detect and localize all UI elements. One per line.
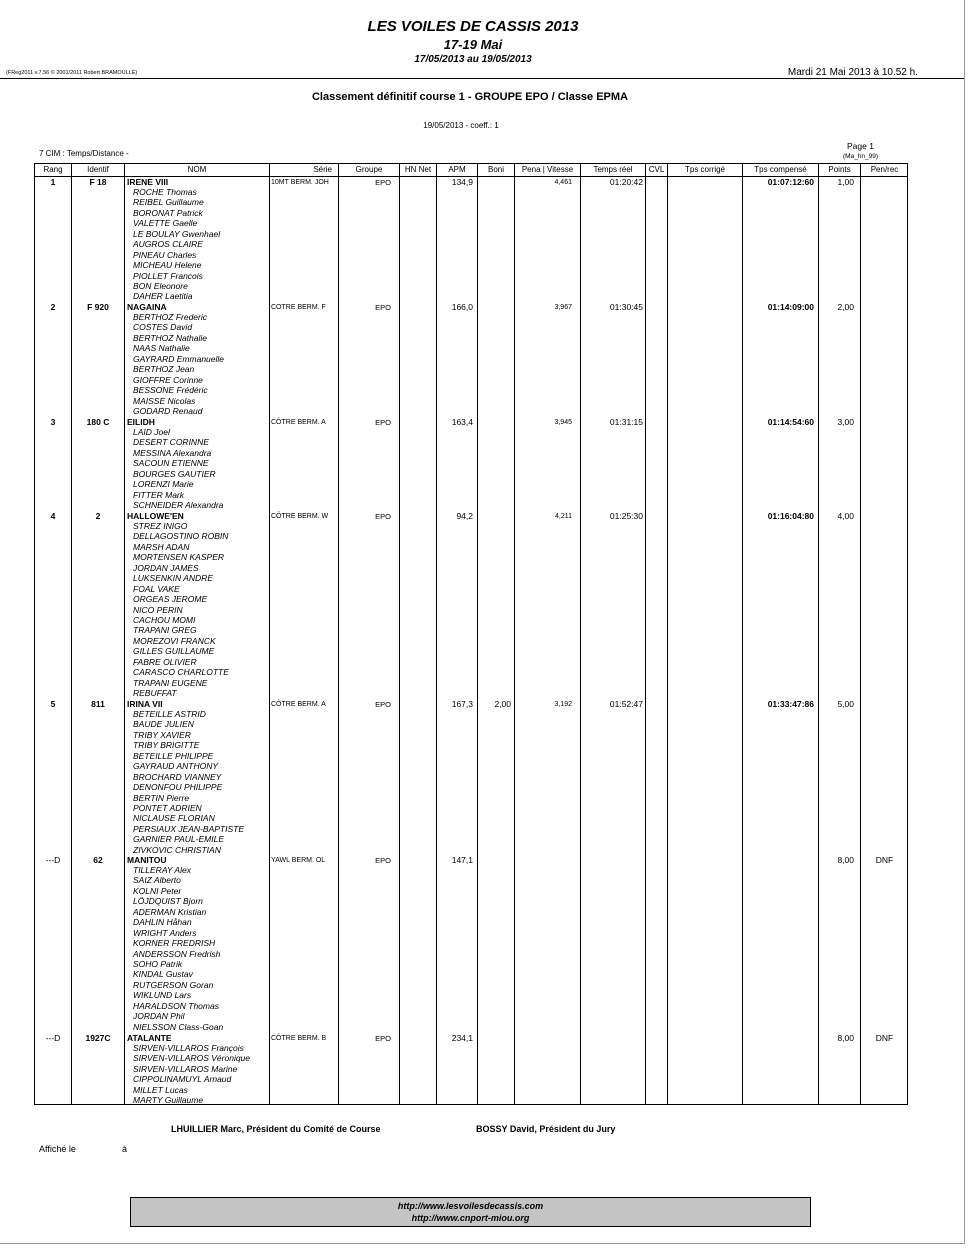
crew-member: COSTES David — [133, 322, 193, 333]
crew-member: ANDERSSON Fredrish — [133, 948, 221, 959]
boat-name: ATALANTE — [127, 1033, 172, 1043]
rang: 1 — [50, 177, 56, 187]
col-header-nom: NOM — [187, 165, 207, 174]
rang: ---D — [45, 1033, 61, 1043]
rang: 2 — [50, 302, 56, 312]
vitesse: 4,211 — [555, 513, 572, 520]
vitesse: 3,192 — [554, 701, 572, 708]
software-credit: (FReg2011 v.7.56 © 2001/2011 Robert BRAMOULLÉ) — [6, 70, 138, 76]
tps-compense: 01:14:09:00 — [767, 302, 814, 312]
crew-list — [133, 709, 244, 855]
identif: 2 — [95, 511, 101, 521]
vitesse: 3,945 — [554, 419, 572, 426]
crew-member: LORENZI Marie — [133, 479, 194, 490]
crew-member: DELLAGOSTINO ROBIN — [133, 531, 229, 542]
boat-name: EILIDH — [127, 417, 155, 427]
vitesse — [515, 855, 572, 866]
col-header-rang: Rang — [43, 165, 63, 174]
temps-reel: 01:25:30 — [609, 511, 643, 521]
crew-member: PIOLLET Francois — [133, 270, 203, 281]
serie: CÔTRE BERM. W — [271, 513, 329, 520]
crew-list — [133, 865, 223, 1032]
page-number: Page 1 — [847, 141, 874, 151]
crew-member: SAIZ Alberto — [133, 875, 181, 886]
vitesse — [515, 1033, 572, 1044]
crew-member: VALETTE Gaelle — [133, 218, 198, 229]
crew-member: BERTHOZ Frederic — [133, 312, 207, 322]
identif: 811 — [91, 699, 105, 709]
groupe: EPO — [375, 856, 391, 865]
boni — [478, 511, 511, 522]
vitesse: 4,461 — [554, 179, 572, 186]
affiche-a-label: à — [122, 1144, 128, 1154]
boat-name: MANITOU — [127, 855, 167, 865]
crew-member: CACHOU MOMI — [133, 614, 196, 625]
crew-member: DESERT CORINNE — [133, 437, 209, 448]
identif: 62 — [93, 855, 103, 865]
boni — [478, 302, 511, 313]
classement-title: Classement définitif course 1 - GROUPE EPO / Classe EPMA — [311, 91, 629, 103]
crew-member: MARSH ADAN — [133, 541, 190, 552]
temps-reel: 01:31:15 — [609, 417, 643, 427]
crew-member: KINDAL Gustav — [133, 969, 193, 980]
crew-member: JORDAN JAMES — [133, 562, 199, 573]
serie: CÔTRE BERM. A — [271, 419, 326, 426]
serie: COTRE BERM. F — [271, 304, 326, 311]
vitesse: 3,967 — [554, 304, 572, 311]
crew-member: TRIBY XAVIER — [133, 729, 191, 740]
page-code: (Ma_hn_99) — [843, 153, 879, 160]
crew-member: BESSONE Frédéric — [133, 385, 208, 396]
rang: 3 — [50, 417, 56, 427]
crew-member: RUTGERSON Goran — [133, 979, 214, 990]
apm: 234,1 — [451, 1033, 473, 1043]
crew-member: TRAPANI GREG — [133, 625, 197, 636]
crew-member: GILLES GUILLAUME — [133, 646, 215, 657]
tps-compense — [743, 1033, 814, 1044]
crew-member: LUKSENKIN ANDRE — [133, 573, 213, 584]
points: 1,00 — [837, 177, 854, 187]
affiche-le-label: Affiché le — [39, 1144, 76, 1154]
rang: 5 — [50, 699, 56, 709]
pen-rec — [861, 511, 908, 522]
identif: F 920 — [87, 302, 109, 312]
boni: 2,00 — [494, 699, 511, 709]
points: 8,00 — [837, 855, 854, 865]
crew-member: WIKLUND Lars — [133, 990, 192, 1001]
crew-member: SOHO Patrik — [133, 958, 183, 969]
serie: YAWL BERM. OL — [271, 857, 326, 864]
groupe: EPO — [375, 512, 391, 521]
tps-compense: 01:33:47:86 — [767, 699, 814, 709]
crew-member: LÖJDQUIST Bjorn — [133, 896, 203, 907]
crew-member: MOREZOVI FRANCK — [133, 635, 216, 646]
boni — [478, 1033, 511, 1044]
crew-member: ADERMAN Kristian — [133, 906, 207, 917]
crew-member: SIRVEN-VILLAROS Marine — [133, 1063, 238, 1074]
crew-member: MARTY Guillaume — [133, 1095, 204, 1106]
points: 5,00 — [837, 699, 854, 709]
president-comite-signature: LHUILLIER Marc, Président du Comité de Course — [171, 1124, 381, 1134]
serie: 10MT BERM. JOH — [271, 179, 329, 186]
col-header-apm: APM — [448, 165, 466, 174]
crew-member: PINEAU Charles — [133, 249, 197, 260]
crew-member: NICO PERIN — [133, 604, 183, 615]
pen-rec: DNF — [875, 1033, 894, 1043]
rang: ---D — [45, 855, 61, 865]
apm: 147,1 — [451, 855, 473, 865]
tps-compense: 01:14:54:60 — [767, 417, 814, 427]
header-rule — [0, 78, 964, 79]
col-header-pena-vitesse: Pena | Vitesse — [521, 165, 574, 174]
groupe: EPO — [375, 178, 391, 187]
crew-member: HARALDSON Thomas — [133, 1000, 219, 1011]
crew-member: MESSINA Alexandra — [133, 447, 212, 458]
crew-member: MORTENSEN KASPER — [133, 552, 225, 563]
crew-member: DAHLIN Håhan — [133, 917, 192, 928]
points: 3,00 — [837, 417, 854, 427]
crew-member: WRIGHT Anders — [133, 927, 197, 938]
crew-member: PERSIAUX JEAN-BAPTISTE — [133, 823, 244, 834]
col-header-cvl: CVL — [648, 165, 665, 174]
crew-member: CIPPOLINAMUYL Arnaud — [133, 1074, 232, 1085]
crew-member: AUGROS CLAIRE — [133, 239, 203, 250]
pen-rec — [861, 177, 908, 188]
temps-reel — [581, 1033, 643, 1044]
footer-links — [130, 1197, 811, 1227]
apm: 163,4 — [451, 417, 473, 427]
crew-list — [133, 187, 220, 302]
president-jury-signature: BOSSY David, Président du Jury — [476, 1124, 616, 1134]
crew-member: REIBEL Guillaume — [133, 197, 204, 208]
print-date: Mardi 21 Mai 2013 à 10.52 h. — [787, 67, 918, 78]
pen-rec — [861, 699, 908, 710]
boni — [478, 417, 511, 428]
crew-member: BON Eleonore — [133, 280, 188, 291]
event-title: LES VOILES DE CASSIS 2013 — [367, 18, 579, 35]
crew-member: STREZ INIGO — [133, 521, 188, 531]
crew-member: SACOUN ETIENNE — [133, 458, 209, 469]
crew-member: KORNER FREDRISH — [133, 938, 216, 949]
crew-member: SCHNEIDER Alexandra — [133, 500, 224, 511]
boni — [478, 855, 511, 866]
crew-member: MILLET Lucas — [133, 1084, 188, 1095]
identif: 180 C — [86, 417, 110, 427]
col-header-hn-net: HN Net — [404, 165, 432, 174]
crew-member: LAID Joel — [133, 427, 170, 437]
crew-member: SIRVEN-VILLAROS Véronique — [133, 1053, 251, 1064]
pen-rec — [861, 302, 908, 313]
rang: 4 — [50, 511, 56, 521]
boat-name: NAGAINA — [127, 302, 167, 312]
apm: 166,0 — [451, 302, 473, 312]
crew-member: KOLNI Peter — [133, 885, 182, 896]
apm: 167,3 — [451, 699, 473, 709]
crew-member: TRAPANI EUGENE — [133, 677, 208, 688]
crew-member: BERTHOZ Jean — [133, 364, 195, 375]
crew-member: BERTHOZ Nathalie — [133, 332, 208, 343]
crew-member: GARNIER PAUL-EMILE — [133, 834, 225, 845]
boat-name: IRINA VII — [127, 699, 163, 709]
crew-member: ORGEAS JEROME — [133, 594, 208, 605]
crew-member: TILLERAY Alex — [133, 865, 191, 875]
footer-url-link[interactable]: http://www.cnport-miou.org — [411, 1213, 530, 1223]
tps-compense — [743, 855, 814, 866]
boat-name: HALLOWE'EN — [127, 511, 184, 521]
crew-member: FOAL VAKE — [133, 583, 180, 594]
col-sep — [667, 164, 668, 1104]
crew-member: NIELSSON Class-Goan — [133, 1021, 224, 1032]
points: 4,00 — [837, 511, 854, 521]
crew-member: PONTET ADRIEN — [133, 802, 202, 813]
crew-list — [133, 521, 229, 698]
apm: 134,9 — [451, 177, 473, 187]
col-header-boni: Boni — [487, 165, 504, 174]
results-table — [34, 163, 908, 1105]
crew-member: GAYRAUD ANTHONY — [133, 761, 219, 772]
crew-member: BETEILLE ASTRID — [133, 709, 206, 719]
col-header-temps-reel: Temps réel — [593, 165, 633, 174]
boat-name: IRENE VIII — [127, 177, 169, 187]
col-header-identif: Identif — [87, 165, 109, 174]
crew-member: MAISSE Nicolas — [133, 395, 196, 406]
crew-member: LE BOULAY Gwenhael — [133, 228, 221, 239]
temps-reel — [581, 855, 643, 866]
crew-member: REBUFFAT — [133, 688, 177, 698]
groupe: EPO — [375, 418, 391, 427]
apm: 94,2 — [456, 511, 473, 521]
crew-member: GAYRARD Emmanuelle — [133, 353, 225, 364]
serie: CÔTRE BERM. B — [271, 1035, 327, 1042]
crew-member: FITTER Mark — [133, 489, 184, 500]
crew-member: ZIVKOVIC CHRISTIAN — [133, 844, 221, 855]
pen-rec — [861, 417, 908, 428]
race-date: 19/05/2013 - coeff.: 1 — [423, 121, 499, 130]
crew-member: BROCHARD VIANNEY — [133, 771, 222, 782]
tps-compense: 01:07:12:60 — [767, 177, 814, 187]
crew-member: BERTIN Pierre — [133, 792, 190, 803]
serie: CÔTRE BERM. A — [271, 701, 326, 708]
crew-list — [133, 1043, 250, 1106]
crew-member: NICLAUSE FLORIAN — [133, 813, 215, 824]
crew-member: CARASCO CHARLOTTE — [133, 667, 229, 678]
crew-member: MICHEAU Helene — [133, 260, 202, 271]
col-header-tps-compense: Tps compensé — [754, 165, 807, 174]
crew-member: JORDAN Phil — [133, 1011, 185, 1022]
crew-member: BAUDE JULIEN — [133, 719, 194, 730]
crew-member: TRIBY BRIGITTE — [133, 740, 200, 751]
identif: 1927C — [85, 1033, 111, 1043]
crew-member: GIOFFRE Corinne — [133, 374, 203, 385]
points: 2,00 — [837, 302, 854, 312]
col-sep — [645, 164, 646, 1104]
temps-reel: 01:30:45 — [609, 302, 643, 312]
crew-list — [133, 427, 223, 511]
crew-member: DENONFOU PHILIPPE — [133, 782, 223, 793]
event-dates: 17-19 Mai — [443, 37, 503, 52]
temps-reel: 01:20:42 — [609, 177, 643, 187]
footer-url-link[interactable]: http://www.lesvoilesdecassis.com — [397, 1201, 544, 1211]
groupe: EPO — [375, 700, 391, 709]
col-header-groupe: Groupe — [355, 165, 383, 174]
col-header-pen-rec: Pen/rec — [870, 165, 899, 174]
crew-member: BORONAT Patrick — [133, 207, 203, 218]
points: 8,00 — [837, 1033, 854, 1043]
pen-rec: DNF — [875, 855, 894, 865]
crew-member: NAAS Nathalie — [133, 343, 190, 354]
temps-reel: 01:52:47 — [609, 699, 643, 709]
col-sep — [269, 164, 270, 1104]
crew-member: BOURGES GAUTIER — [133, 468, 216, 479]
rating-note: 7 CIM : Temps/Distance - — [39, 149, 129, 158]
crew-member: GODARD Renaud — [133, 405, 203, 416]
crew-member: ROCHE Thomas — [133, 187, 197, 197]
col-header-points: Points — [828, 165, 851, 174]
identif: F 18 — [89, 177, 107, 187]
crew-member: FABRE OLIVIER — [133, 656, 197, 667]
crew-list — [133, 312, 224, 416]
col-header-tps-corrige: Tps corrigé — [684, 165, 725, 174]
col-sep — [124, 164, 125, 1104]
groupe: EPO — [375, 1034, 391, 1043]
tps-compense: 01:16:04:80 — [767, 511, 814, 521]
crew-member: BETEILLE PHILIPPE — [133, 750, 214, 761]
boni — [478, 177, 511, 188]
groupe: EPO — [375, 303, 391, 312]
crew-member: DAHER Laetitia — [133, 291, 193, 302]
event-range: 17/05/2013 au 19/05/2013 — [414, 54, 532, 65]
col-header-serie: Série — [313, 165, 332, 174]
crew-member: SIRVEN-VILLAROS François — [133, 1043, 244, 1053]
